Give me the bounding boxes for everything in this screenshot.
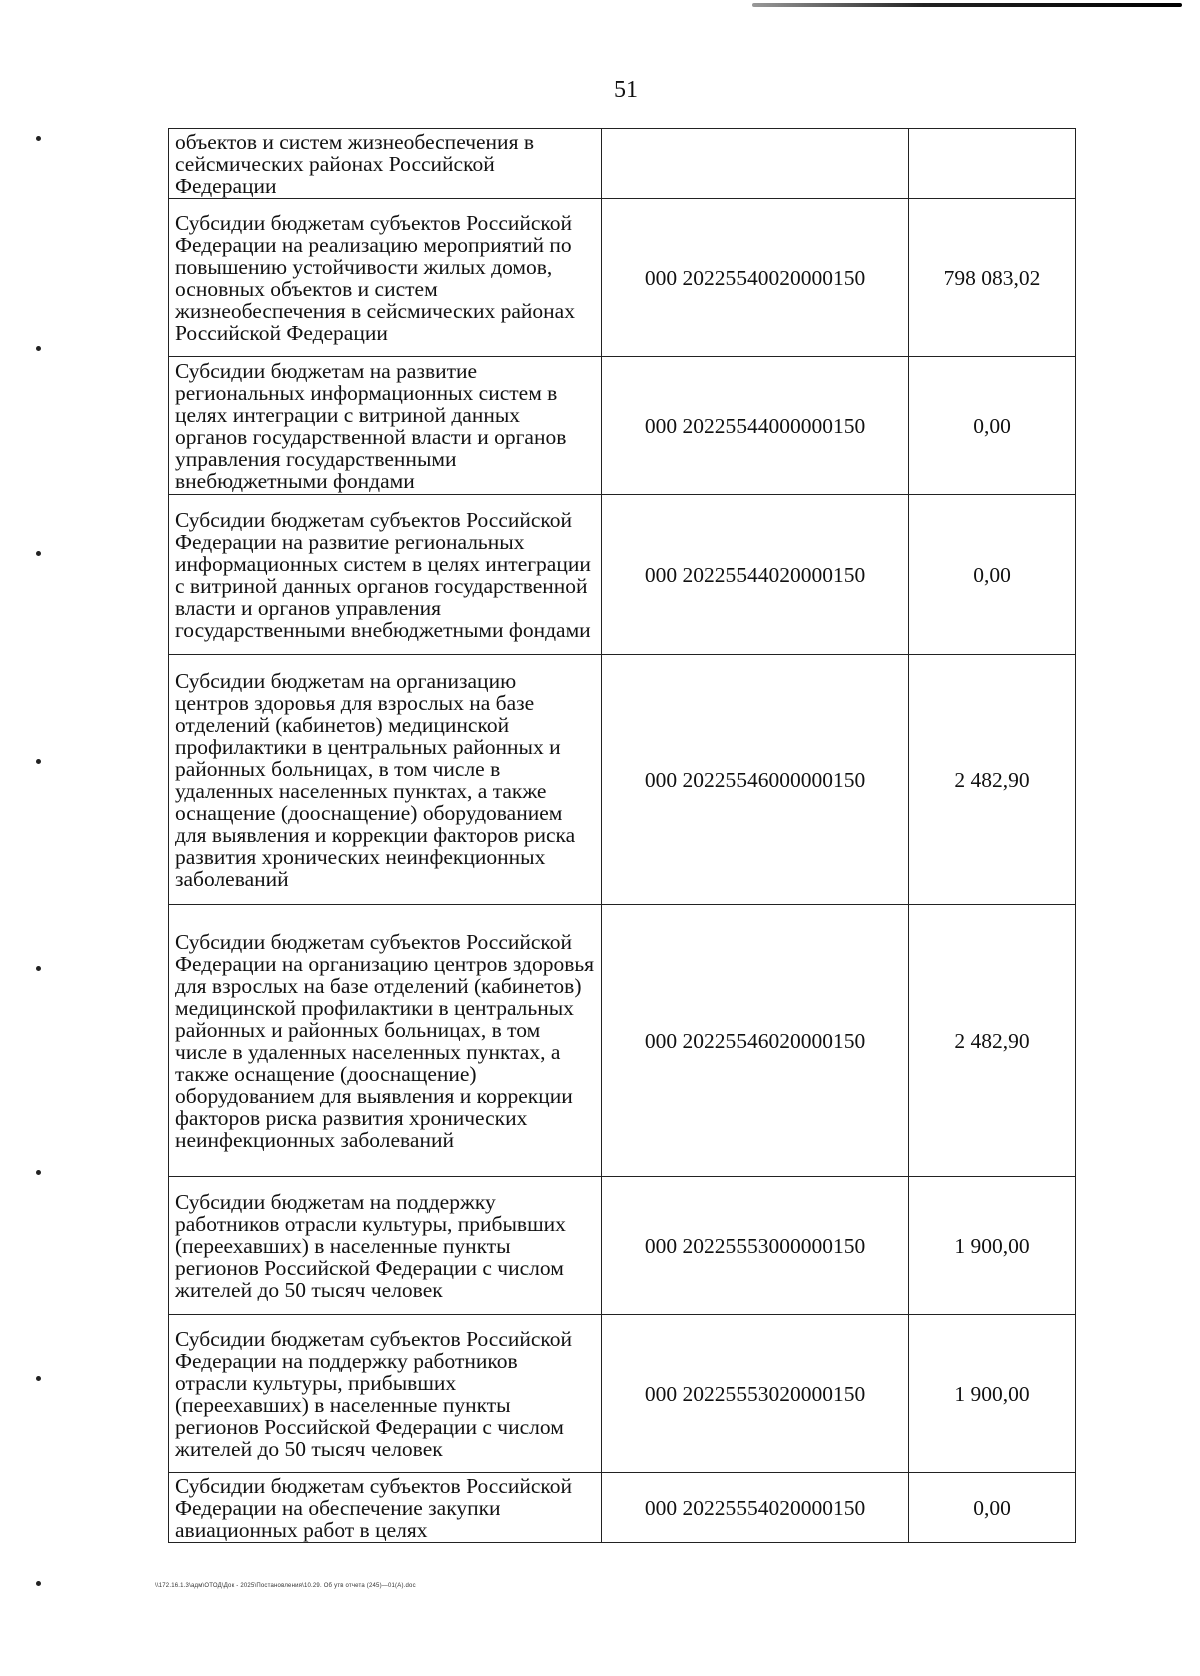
punch-mark xyxy=(36,759,41,764)
row-code: 000 20225553000000150 xyxy=(602,1177,909,1315)
punch-mark xyxy=(36,1581,41,1586)
top-scan-rule xyxy=(752,3,1182,7)
row-sum: 2 482,90 xyxy=(909,655,1076,905)
row-name: Субсидии бюджетам на поддержку работников отрасли культуры, прибывших (переехавших) в населенные пункты регионов Российской Федерации с числом жителей до 50 тысяч человек xyxy=(169,1177,602,1315)
row-sum: 1 900,00 xyxy=(909,1315,1076,1473)
budget-table xyxy=(168,128,1076,1543)
row-name: Субсидии бюджетам субъектов Российской Федерации на реализацию мероприятий по повышению устойчивости жилых домов, основных объектов и систем жизнеобеспечения в сейсмических районах Российской Федерации xyxy=(169,199,602,357)
table-row xyxy=(169,655,1076,905)
row-name: Субсидии бюджетам на развитие региональных информационных систем в целях интеграции с витриной данных органов государственной власти и органов управления государственными внебюджетными фондами xyxy=(169,357,602,495)
punch-mark xyxy=(36,551,41,556)
table-row xyxy=(169,357,1076,495)
row-name: объектов и систем жизнеобеспечения в сейсмических районах Российской Федерации xyxy=(169,129,602,199)
row-code: 000 20225546000000150 xyxy=(602,655,909,905)
row-sum: 2 482,90 xyxy=(909,905,1076,1177)
table-row xyxy=(169,199,1076,357)
row-code: 000 20225540020000150 xyxy=(602,199,909,357)
row-sum: 798 083,02 xyxy=(909,199,1076,357)
row-sum xyxy=(909,129,1076,199)
table-row xyxy=(169,129,1076,199)
punch-mark xyxy=(36,346,41,351)
table-row xyxy=(169,495,1076,655)
row-name: Субсидии бюджетам субъектов Российской Федерации на обеспечение закупки авиационных работ в целях xyxy=(169,1473,602,1543)
row-code xyxy=(602,129,909,199)
page-number: 51 xyxy=(614,77,638,103)
row-sum: 0,00 xyxy=(909,1473,1076,1543)
row-name: Субсидии бюджетам субъектов Российской Федерации на поддержку работников отрасли культуры, прибывших (переехавших) в населенные пункты регионов Российской Федерации с числом жителей до 50 тысяч человек xyxy=(169,1315,602,1473)
footer-file-path: \\172.16.1.3\адм\ОТОД\Док - 2025\Постановления\10.29. Об утв отчета (245)—01(А).doc xyxy=(155,1583,416,1589)
punch-mark xyxy=(36,966,41,971)
punch-mark xyxy=(36,136,41,141)
row-code: 000 20225544000000150 xyxy=(602,357,909,495)
punch-mark xyxy=(36,1170,41,1175)
row-name: Субсидии бюджетам субъектов Российской Федерации на организацию центров здоровья для взрослых на базе отделений (кабинетов) медицинской профилактики в центральных районных и районных больницах, в том числе в удаленных населенных пунктах, а также оснащение (дооснащение) оборудованием для выявления и коррекции факторов риска развития хронических неинфекционных заболеваний xyxy=(169,905,602,1177)
row-name: Субсидии бюджетам субъектов Российской Федерации на развитие региональных информационных систем в целях интеграции с витриной данных органов государственной власти и органов управления государственными внебюджетными фондами xyxy=(169,495,602,655)
table-row xyxy=(169,1177,1076,1315)
row-sum: 0,00 xyxy=(909,495,1076,655)
table-row xyxy=(169,1315,1076,1473)
table-row xyxy=(169,905,1076,1177)
punch-mark xyxy=(36,1376,41,1381)
row-code: 000 20225546020000150 xyxy=(602,905,909,1177)
row-name: Субсидии бюджетам на организацию центров здоровья для взрослых на базе отделений (кабинетов) медицинской профилактики в центральных районных и районных больницах, в том числе в удаленных населенных пунктах, а также оснащение (дооснащение) оборудованием для выявления и коррекции факторов риска развития хронических неинфекционных заболеваний xyxy=(169,655,602,905)
row-code: 000 20225544020000150 xyxy=(602,495,909,655)
row-sum: 0,00 xyxy=(909,357,1076,495)
row-code: 000 20225554020000150 xyxy=(602,1473,909,1543)
table-row xyxy=(169,1473,1076,1543)
row-code: 000 20225553020000150 xyxy=(602,1315,909,1473)
row-sum: 1 900,00 xyxy=(909,1177,1076,1315)
